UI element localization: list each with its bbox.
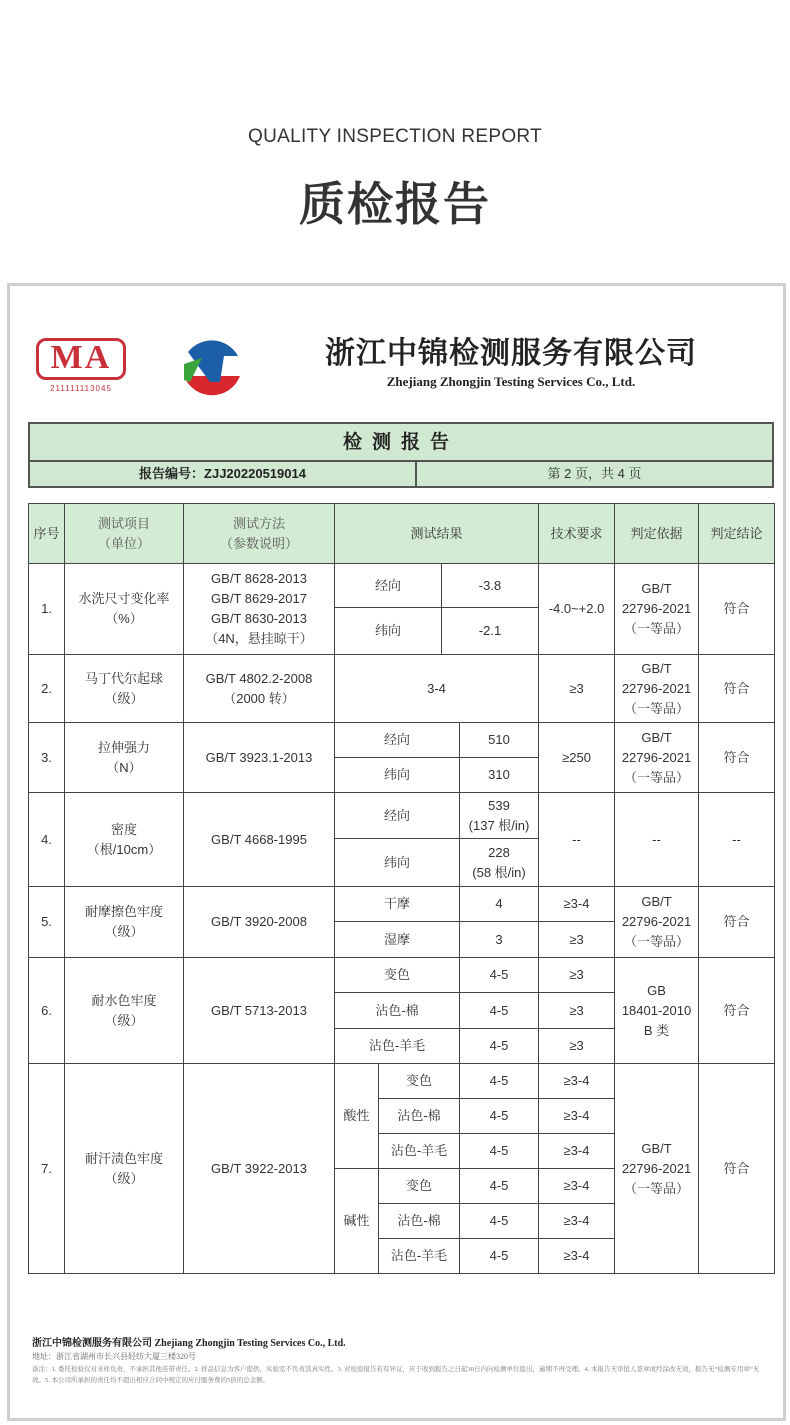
cell-value: 4-5 xyxy=(460,993,539,1029)
cma-number: 211111113045 xyxy=(50,384,112,393)
header-cell: 序号 xyxy=(29,504,65,564)
cell-sub: 沾色-羊毛 xyxy=(379,1239,460,1274)
cell-method: GB/T 3920-2008 xyxy=(184,887,335,958)
cell-result: 符合 xyxy=(699,723,775,793)
cell-basis: -- xyxy=(615,793,699,887)
cell-value: 510 xyxy=(460,723,539,758)
cell-req: -4.0~+2.0 xyxy=(539,564,615,655)
cell-basis: GB/T 22796-2021 （一等品） xyxy=(615,564,699,655)
cell-req: ≥3 xyxy=(539,993,615,1029)
report-header-band xyxy=(28,422,774,488)
cell-item: 水洗尺寸变化率 （%） xyxy=(65,564,184,655)
cell-item: 耐摩擦色牢度 （级） xyxy=(65,887,184,958)
report-number: 报告编号：ZJJ20220519014 xyxy=(30,462,417,486)
header-row xyxy=(29,504,775,564)
table-row xyxy=(29,723,775,758)
footer xyxy=(32,1334,772,1386)
cell-no: 7. xyxy=(29,1064,65,1274)
cell-req: ≥3 xyxy=(539,958,615,993)
cell-sub: 湿摩 xyxy=(335,922,460,958)
cell-req: ≥3-4 xyxy=(539,1169,615,1204)
header-cell: 判定结论 xyxy=(699,504,775,564)
cma-mark: MA xyxy=(36,338,126,380)
cell-method: GB/T 4802.2-2008 （2000 转） xyxy=(184,655,335,723)
cell-sub: 沾色-羊毛 xyxy=(335,1029,460,1064)
cell-value: 4-5 xyxy=(460,1204,539,1239)
cell-req: -- xyxy=(539,793,615,887)
footer-company: 浙江中锦检测服务有限公司 Zhejiang Zhongjin Testing Services Co., Ltd. xyxy=(32,1338,346,1349)
cell-value: 4-5 xyxy=(460,1029,539,1064)
cell-method: GB/T 3922-2013 xyxy=(184,1064,335,1274)
cell-value: 4 xyxy=(460,887,539,922)
cell-method: GB/T 3923.1-2013 xyxy=(184,723,335,793)
cell-req: ≥3-4 xyxy=(539,1134,615,1169)
cell-value: 3 xyxy=(460,922,539,958)
company-name-cn: 浙江中锦检测服务有限公司 xyxy=(325,337,697,370)
cell-no: 6. xyxy=(29,958,65,1064)
cell-basis: GB 18401-2010 B 类 xyxy=(615,958,699,1064)
cell-no: 5. xyxy=(29,887,65,958)
company-name-en: Zhejiang Zhongjin Testing Services Co., Ltd. xyxy=(386,374,636,389)
cell-value: 4-5 xyxy=(460,1239,539,1274)
cell-sub: 变色 xyxy=(379,1064,460,1099)
cell-req: ≥250 xyxy=(539,723,615,793)
header-cell: 技术要求 xyxy=(539,504,615,564)
cell-acid: 酸性 xyxy=(335,1064,379,1169)
cell-value: 310 xyxy=(460,758,539,793)
header-cell: 测试结果 xyxy=(335,504,539,564)
cell-req: ≥3 xyxy=(539,1029,615,1064)
cell-sub: 干摩 xyxy=(335,887,460,922)
report-title: 检测报告 xyxy=(30,424,772,462)
table-row xyxy=(29,958,775,993)
cell-sub: 纬向 xyxy=(335,839,460,887)
inspection-report-document xyxy=(7,283,786,1421)
cell-basis: GB/T 22796-2021 （一等品） xyxy=(615,723,699,793)
cell-req: ≥3-4 xyxy=(539,887,615,922)
cell-value: 228 (58 根/in) xyxy=(460,839,539,887)
cell-value: 4-5 xyxy=(460,1134,539,1169)
cell-result: 符合 xyxy=(699,564,775,655)
footer-address: 地址：浙江省湖州市长兴县轻纺大厦三楼320号 xyxy=(32,1352,196,1361)
cell-no: 1. xyxy=(29,564,65,655)
en-title: QUALITY INSPECTION REPORT xyxy=(248,126,542,147)
cell-sub: 沾色-棉 xyxy=(379,1204,460,1239)
table-row xyxy=(29,1064,775,1099)
cell-sub: 纬向 xyxy=(335,758,460,793)
cell-result: 符合 xyxy=(699,958,775,1064)
table-row xyxy=(29,887,775,922)
cell-sub: 变色 xyxy=(379,1169,460,1204)
cell-req: ≥3-4 xyxy=(539,1099,615,1134)
cell-value: -2.1 xyxy=(442,608,539,655)
cell-method: GB/T 4668-1995 xyxy=(184,793,335,887)
cell-result: 符合 xyxy=(699,1064,775,1274)
results-table xyxy=(28,503,775,1274)
cell-item: 拉伸强力 （N） xyxy=(65,723,184,793)
cell-no: 2. xyxy=(29,655,65,723)
company-block xyxy=(276,336,746,390)
cell-item: 马丁代尔起球 （级） xyxy=(65,655,184,723)
cell-value: 4-5 xyxy=(460,1064,539,1099)
cell-item: 耐水色牢度 （级） xyxy=(65,958,184,1064)
page-info: 第 2 页，共 4 页 xyxy=(547,466,642,481)
cell-method: GB/T 8628-2013 GB/T 8629-2017 GB/T 8630-2013 （4N，悬挂晾干） xyxy=(184,564,335,655)
zj-logo-icon xyxy=(180,336,244,400)
cell-sub: 经向 xyxy=(335,723,460,758)
cell-value: 539 (137 根/in) xyxy=(460,793,539,839)
cell-result: 符合 xyxy=(699,887,775,958)
cma-logo xyxy=(36,338,126,393)
cell-basis: GB/T 22796-2021 （一等品） xyxy=(615,655,699,723)
header-cell: 测试项目 （单位） xyxy=(65,504,184,564)
cell-req: ≥3-4 xyxy=(539,1064,615,1099)
cell-sub: 沾色-棉 xyxy=(379,1099,460,1134)
cell-sub: 经向 xyxy=(335,793,460,839)
cell-sub: 变色 xyxy=(335,958,460,993)
table-row xyxy=(29,564,775,608)
cell-sub: 纬向 xyxy=(335,608,442,655)
cell-req: ≥3-4 xyxy=(539,1239,615,1274)
cell-req: ≥3 xyxy=(539,655,615,723)
cell-value: -3.8 xyxy=(442,564,539,608)
cell-value: 4-5 xyxy=(460,1099,539,1134)
cell-value: 4-5 xyxy=(460,958,539,993)
cell-sub: 沾色-羊毛 xyxy=(379,1134,460,1169)
cell-sub: 沾色-棉 xyxy=(335,993,460,1029)
cell-basis: GB/T 22796-2021 （一等品） xyxy=(615,1064,699,1274)
cell-result: 符合 xyxy=(699,655,775,723)
cell-req: ≥3-4 xyxy=(539,1204,615,1239)
cell-sub: 经向 xyxy=(335,564,442,608)
header-cell: 测试方法 （参数说明） xyxy=(184,504,335,564)
cell-item: 耐汗渍色牢度 （级） xyxy=(65,1064,184,1274)
cell-method: GB/T 5713-2013 xyxy=(184,958,335,1064)
footer-notes: 备注：1. 委托检验仅对来样负责，不承担其他连带责任。2. 样品信息为客户提供，实验室不负责其真实性。3. 对检验报告若有异议，应于收到报告之日起30日内向检测单位提出，逾期不再受理。4. 本报告无审批人签章或经涂改无效，报告无“检测专用章”无效。5. 本公司所承担的责任均不超出相应合同中规定的应付服务费的5倍的总金额。 xyxy=(32,1366,760,1384)
cell-no: 4. xyxy=(29,793,65,887)
cell-result: -- xyxy=(699,793,775,887)
cell-value: 4-5 xyxy=(460,1169,539,1204)
cell-no: 3. xyxy=(29,723,65,793)
table-row xyxy=(29,793,775,839)
cell-alkali: 碱性 xyxy=(335,1169,379,1274)
table-row xyxy=(29,655,775,723)
cell-req: ≥3 xyxy=(539,922,615,958)
cell-item: 密度 （根/10cm） xyxy=(65,793,184,887)
header-cell: 判定依据 xyxy=(615,504,699,564)
cell-basis: GB/T 22796-2021 （一等品） xyxy=(615,887,699,958)
cell-value: 3-4 xyxy=(335,655,539,723)
cn-title: 质检报告 xyxy=(299,178,491,230)
